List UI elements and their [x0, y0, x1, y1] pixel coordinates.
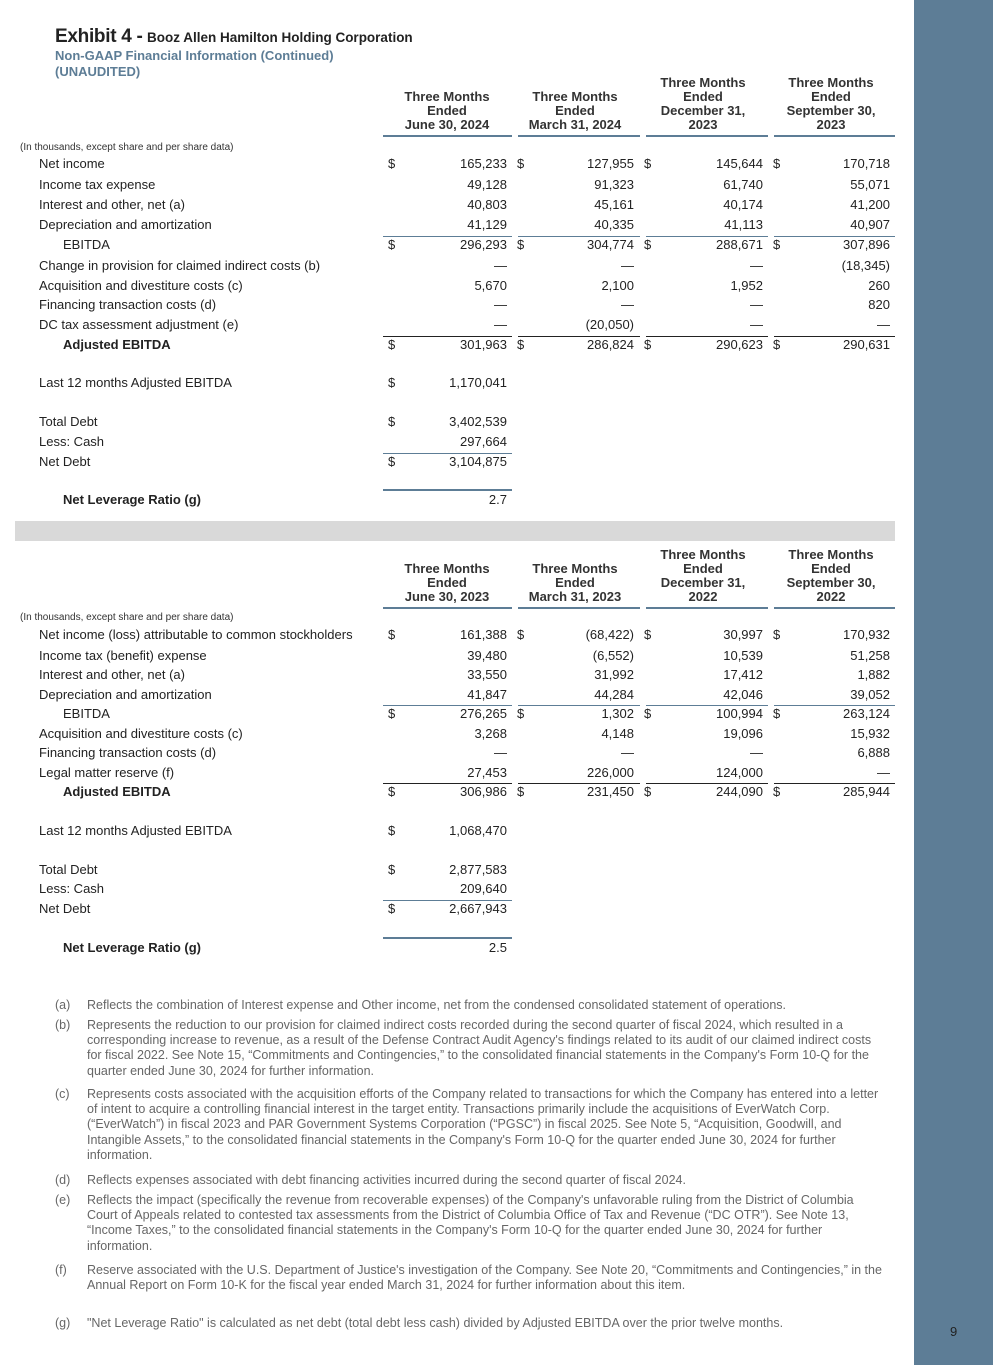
table-cell-value: —	[750, 745, 763, 760]
column-header-line: Ended	[683, 561, 723, 576]
subtotal-rule	[646, 705, 768, 706]
table-cell-value: 4,148	[601, 726, 634, 741]
row-label-income-tax-expense: Income tax expense	[39, 177, 156, 192]
table-cell-value: 15,932	[850, 726, 890, 741]
currency-symbol: $	[644, 784, 652, 799]
column-header-rule	[774, 135, 895, 137]
column-header-line: March 31, 2023	[528, 589, 622, 604]
column-header-line: Three Months	[788, 75, 874, 90]
row-label-last-12-months-adjusted-ebitda: Last 12 months Adjusted EBITDA	[39, 375, 232, 390]
table-cell-value: 288,671	[716, 237, 763, 252]
currency-symbol: $	[517, 706, 525, 721]
company-name: Booz Allen Hamilton Holding Corporation	[146, 30, 413, 45]
column-header-rule	[518, 607, 640, 609]
units-note: (In thousands, except share and per share data)	[20, 142, 234, 153]
column-header-line: 2023	[688, 117, 718, 132]
column-header	[769, 76, 893, 132]
table-cell-value: (6,552)	[592, 648, 634, 663]
table-cell-value: (18,345)	[841, 258, 890, 273]
column-header-line: Three Months	[404, 561, 490, 576]
column-header-line: Three Months	[788, 547, 874, 562]
column-header-line: Three Months	[660, 75, 746, 90]
table-cell-value: 5,670	[474, 278, 507, 293]
table-cell-value: 170,718	[843, 156, 890, 171]
row-label-net-debt: Net Debt	[39, 454, 91, 469]
currency-symbol: $	[388, 454, 396, 469]
currency-symbol: $	[388, 784, 396, 799]
table-cell-value: 3,402,539	[449, 414, 507, 429]
footnote-key: (d)	[55, 1173, 71, 1187]
exhibit-label: Exhibit 4 -	[55, 26, 143, 47]
column-header	[769, 548, 893, 604]
table-cell-value: 41,200	[850, 197, 890, 212]
table-cell-value: 61,740	[723, 177, 763, 192]
exhibit-header	[55, 26, 413, 80]
table-cell-value: 100,994	[716, 706, 763, 721]
table-cell-value: 145,644	[716, 156, 763, 171]
table-cell-value: 296,293	[460, 237, 507, 252]
currency-symbol: $	[388, 706, 396, 721]
row-label-change-in-provision-for-claimed-indirect-costs-b: Change in provision for claimed indirect costs (b)	[39, 258, 321, 273]
column-header-rule	[383, 135, 512, 137]
row-label-legal-matter-reserve-f: Legal matter reserve (f)	[39, 765, 175, 780]
table-cell-value: —	[750, 297, 763, 312]
column-header-line: 2022	[688, 589, 718, 604]
table-cell-value: 6,888	[857, 745, 890, 760]
table-cell-value: 297,664	[460, 434, 507, 449]
footnote-text: Reflects the combination of Interest expense and Other income, net from the condensed consolidated statement of operations.	[87, 998, 787, 1012]
column-header	[513, 562, 637, 604]
table-cell-value: —	[750, 317, 763, 332]
table-cell-value: 304,774	[587, 237, 634, 252]
footnote-key: (b)	[55, 1018, 71, 1032]
currency-symbol: $	[388, 627, 396, 642]
table-cell-value: 44,284	[594, 687, 634, 702]
table-cell-value: —	[877, 317, 890, 332]
footnote-key: (e)	[55, 1193, 71, 1207]
row-label-interest-and-other-net-a: Interest and other, net (a)	[39, 197, 185, 212]
subtotal-rule	[383, 783, 512, 784]
column-header-rule	[646, 607, 768, 609]
row-label-depreciation-and-amortization: Depreciation and amortization	[39, 687, 212, 702]
table-cell-value: 127,955	[587, 156, 634, 171]
currency-symbol: $	[644, 627, 652, 642]
table-cell-value: 39,480	[467, 648, 507, 663]
table-cell-value: 40,174	[723, 197, 763, 212]
subtotal-rule	[646, 236, 768, 237]
column-header-line: December 31,	[660, 575, 746, 590]
table-cell-value: —	[494, 297, 507, 312]
table-cell-value: —	[494, 258, 507, 273]
table-cell-value: 124,000	[716, 765, 763, 780]
table-cell-value: 306,986	[460, 784, 507, 799]
currency-symbol: $	[773, 337, 781, 352]
footnote-key: (c)	[55, 1087, 70, 1101]
table-cell-value: 27,453	[467, 765, 507, 780]
row-label-financing-transaction-costs-d: Financing transaction costs (d)	[39, 745, 217, 760]
row-label-adjusted-ebitda: Adjusted EBITDA	[63, 337, 171, 352]
table-cell-value: 31,992	[594, 667, 634, 682]
footnote-text: Represents the reduction to our provision for claimed indirect costs recorded during the second quarter of fiscal 2024, which resulted in a corresponding increase to revenue, as a result of the Defense Contract Audit Agency's findings related to its audit of our claimed indirect costs for fiscal 2022. See Note 15, “Commitments and Contingencies,” to the consolidated financial statements in the Company's Form 10-Q for the quarter ended June 30, 2024 for further information.	[87, 1018, 872, 1078]
subtotal-rule	[518, 336, 640, 337]
row-label-dc-tax-assessment-adjustment-e: DC tax assessment adjustment (e)	[39, 317, 239, 332]
column-header-line: June 30, 2023	[404, 589, 490, 604]
subtotal-rule	[383, 336, 512, 337]
currency-symbol: $	[644, 706, 652, 721]
table-cell-value: 41,129	[467, 217, 507, 232]
subtotal-rule	[383, 453, 512, 454]
table-cell-value: 301,963	[460, 337, 507, 352]
column-header-line: Ended	[555, 103, 595, 118]
table-cell-value: 40,803	[467, 197, 507, 212]
subtotal-rule	[383, 489, 512, 491]
table-cell-value: 2.7	[488, 492, 507, 507]
table-cell-value: —	[494, 317, 507, 332]
column-header	[641, 76, 765, 132]
table-cell-value: 290,631	[843, 337, 890, 352]
row-label-acquisition-and-divestiture-costs-c: Acquisition and divestiture costs (c)	[39, 278, 243, 293]
column-header-line: 2022	[816, 589, 846, 604]
footnote-text: "Net Leverage Ratio" is calculated as net debt (total debt less cash) divided by Adjusted EBITDA over the prior twelve months.	[87, 1316, 784, 1330]
row-label-last-12-months-adjusted-ebitda: Last 12 months Adjusted EBITDA	[39, 823, 232, 838]
row-label-ebitda: EBITDA	[63, 706, 110, 721]
footnote-text: Reflects the impact (specifically the revenue from recoverable expenses) of the Company's unfavorable ruling from the District of Columbia Court of Appeals related to contested tax assessments from the District of Columbia Office of Tax and Revenue (“DC OTR”). See Note 13, “Income Taxes,” to the consolidated financial statements in the Company's Form 10-Q for the quarter ended June 30, 2024 for further information.	[87, 1193, 854, 1253]
subtotal-rule	[774, 336, 895, 337]
footnote-key: (f)	[55, 1263, 67, 1277]
table-cell-value: 231,450	[587, 784, 634, 799]
footnote-text: Reserve associated with the U.S. Department of Justice's investigation of the Company. See Note 20, “Commitments and Contingencies,” in the Annual Report on Form 10-K for the fiscal year ended March 31, 2024 for further information about this item.	[87, 1263, 882, 1293]
table-cell-value: 263,124	[843, 706, 890, 721]
table-cell-value: 2.5	[488, 940, 507, 955]
column-header-line: March 31, 2024	[528, 117, 622, 132]
table-cell-value: 55,071	[850, 177, 890, 192]
table-cell-value: 3,268	[474, 726, 507, 741]
table-cell-value: 1,170,041	[449, 375, 507, 390]
table-cell-value: 2,100	[601, 278, 634, 293]
subtotal-rule	[518, 783, 640, 784]
table-cell-value: 40,907	[850, 217, 890, 232]
column-header-rule	[646, 135, 768, 137]
column-header-line: Three Months	[532, 89, 618, 104]
row-label-net-leverage-ratio-g: Net Leverage Ratio (g)	[63, 940, 201, 955]
column-header-line: Three Months	[660, 547, 746, 562]
currency-symbol: $	[388, 414, 396, 429]
table-cell-value: 286,824	[587, 337, 634, 352]
column-header-line: Ended	[811, 561, 851, 576]
table-cell-value: —	[621, 745, 634, 760]
subtotal-rule	[774, 705, 895, 706]
subtotal-rule	[774, 783, 895, 784]
table-cell-value: 307,896	[843, 237, 890, 252]
table-cell-value: (20,050)	[585, 317, 634, 332]
footnote-text: Reflects expenses associated with debt financing activities incurred during the second quarter of fiscal 2024.	[87, 1173, 686, 1187]
row-label-less-cash: Less: Cash	[39, 881, 105, 896]
row-label-less-cash: Less: Cash	[39, 434, 105, 449]
column-header-line: December 31,	[660, 103, 746, 118]
table-cell-value: 244,090	[716, 784, 763, 799]
currency-symbol: $	[517, 237, 525, 252]
table-cell-value: 1,882	[857, 667, 890, 682]
table-cell-value: 820	[868, 297, 890, 312]
currency-symbol: $	[773, 784, 781, 799]
column-header-line: Ended	[683, 89, 723, 104]
table-cell-value: 19,096	[723, 726, 763, 741]
table-cell-value: —	[621, 258, 634, 273]
currency-symbol: $	[388, 862, 396, 877]
row-label-net-income: Net income	[39, 156, 105, 171]
table-cell-value: 165,233	[460, 156, 507, 171]
table-cell-value: 2,667,943	[449, 901, 507, 916]
currency-symbol: $	[388, 823, 396, 838]
row-label-financing-transaction-costs-d: Financing transaction costs (d)	[39, 297, 217, 312]
table-cell-value: —	[494, 745, 507, 760]
table-cell-value: 33,550	[467, 667, 507, 682]
table-cell-value: 285,944	[843, 784, 890, 799]
page-sidebar	[914, 0, 993, 1365]
table-cell-value: 39,052	[850, 687, 890, 702]
currency-symbol: $	[517, 784, 525, 799]
subtotal-rule	[518, 705, 640, 706]
table-cell-value: 40,335	[594, 217, 634, 232]
column-header-line: June 30, 2024	[404, 117, 490, 132]
column-header-line: Ended	[427, 575, 467, 590]
currency-symbol: $	[773, 627, 781, 642]
subtotal-rule	[774, 236, 895, 237]
column-header-line: Ended	[427, 103, 467, 118]
currency-symbol: $	[388, 237, 396, 252]
currency-symbol: $	[773, 706, 781, 721]
column-header	[385, 90, 509, 132]
table-cell-value: 51,258	[850, 648, 890, 663]
table-cell-value: 1,068,470	[449, 823, 507, 838]
table-cell-value: —	[750, 258, 763, 273]
currency-symbol: $	[644, 237, 652, 252]
subtotal-rule	[518, 236, 640, 237]
table-cell-value: 290,623	[716, 337, 763, 352]
report-subtitle: Non-GAAP Financial Information (Continued)	[55, 48, 334, 63]
table-cell-value: 1,952	[730, 278, 763, 293]
row-label-total-debt: Total Debt	[39, 414, 98, 429]
footnote-key: (g)	[55, 1316, 71, 1330]
subtotal-rule	[383, 705, 512, 706]
table-cell-value: (68,422)	[585, 627, 634, 642]
currency-symbol: $	[388, 156, 396, 171]
table-cell-value: 17,412	[723, 667, 763, 682]
table-cell-value: 226,000	[587, 765, 634, 780]
currency-symbol: $	[773, 237, 781, 252]
section-divider	[15, 521, 895, 541]
table-cell-value: 276,265	[460, 706, 507, 721]
row-label-ebitda: EBITDA	[63, 237, 110, 252]
currency-symbol: $	[388, 375, 396, 390]
page-number: 9	[950, 1324, 958, 1339]
currency-symbol: $	[644, 337, 652, 352]
column-header-line: September 30,	[786, 103, 876, 118]
table-cell-value: 49,128	[467, 177, 507, 192]
table-cell-value: 170,932	[843, 627, 890, 642]
row-label-net-income-loss-attributable-to-common-stockholders: Net income (loss) attributable to common stockholders	[39, 627, 353, 642]
currency-symbol: $	[388, 901, 396, 916]
row-label-acquisition-and-divestiture-costs-c: Acquisition and divestiture costs (c)	[39, 726, 243, 741]
row-label-adjusted-ebitda: Adjusted EBITDA	[63, 784, 171, 799]
table-cell-value: 30,997	[723, 627, 763, 642]
column-header-line: Three Months	[404, 89, 490, 104]
currency-symbol: $	[517, 337, 525, 352]
row-label-income-tax-benefit-expense: Income tax (benefit) expense	[39, 648, 207, 663]
column-header	[641, 548, 765, 604]
row-label-interest-and-other-net-a: Interest and other, net (a)	[39, 667, 185, 682]
column-header	[513, 90, 637, 132]
subtotal-rule	[383, 900, 512, 901]
table-cell-value: 91,323	[594, 177, 634, 192]
column-header-rule	[383, 607, 512, 609]
subtotal-rule	[383, 937, 512, 939]
column-header-rule	[774, 607, 895, 609]
table-cell-value: 161,388	[460, 627, 507, 642]
table-cell-value: 45,161	[594, 197, 634, 212]
unaudited-label: (UNAUDITED)	[55, 64, 141, 79]
currency-symbol: $	[644, 156, 652, 171]
subtotal-rule	[646, 336, 768, 337]
subtotal-rule	[383, 236, 512, 237]
table-cell-value: 209,640	[460, 881, 507, 896]
currency-symbol: $	[388, 337, 396, 352]
units-note: (In thousands, except share and per share data)	[20, 612, 234, 623]
column-header-line: Ended	[811, 89, 851, 104]
subtotal-rule	[646, 783, 768, 784]
footnote-text: Represents costs associated with the acquisition efforts of the Company related to transactions for which the Company has entered into a letter of intent to acquire a controlling financial interest in the target entity. Transactions primarily include the acquisitions of EverWatch Corp. (“EverWatch”) in fiscal 2023 and PAR Government Systems Corporation (“PGSC”) in fiscal 2025. See Note 5, “Acquisition, Goodwill, and Intangible Assets,” to the consolidated financial statements in the Company's Form 10-Q for the quarter ended June 30, 2024 for further information.	[87, 1087, 879, 1162]
currency-symbol: $	[517, 627, 525, 642]
footnote-key: (a)	[55, 998, 71, 1012]
table-cell-value: 1,302	[601, 706, 634, 721]
row-label-net-leverage-ratio-g: Net Leverage Ratio (g)	[63, 492, 201, 507]
table-cell-value: 10,539	[723, 648, 763, 663]
table-cell-value: 41,847	[467, 687, 507, 702]
currency-symbol: $	[517, 156, 525, 171]
currency-symbol: $	[773, 156, 781, 171]
column-header	[385, 562, 509, 604]
table-cell-value: —	[621, 297, 634, 312]
table-cell-value: 41,113	[724, 217, 763, 232]
column-header-line: Three Months	[532, 561, 618, 576]
column-header-rule	[518, 135, 640, 137]
row-label-depreciation-and-amortization: Depreciation and amortization	[39, 217, 212, 232]
table-cell-value: —	[877, 765, 890, 780]
row-label-net-debt: Net Debt	[39, 901, 91, 916]
column-header-line: Ended	[555, 575, 595, 590]
row-label-total-debt: Total Debt	[39, 862, 98, 877]
table-cell-value: 2,877,583	[449, 862, 507, 877]
table-cell-value: 3,104,875	[449, 454, 507, 469]
column-header-line: September 30,	[786, 575, 876, 590]
table-cell-value: 260	[868, 278, 890, 293]
column-header-line: 2023	[816, 117, 846, 132]
table-cell-value: 42,046	[723, 687, 763, 702]
